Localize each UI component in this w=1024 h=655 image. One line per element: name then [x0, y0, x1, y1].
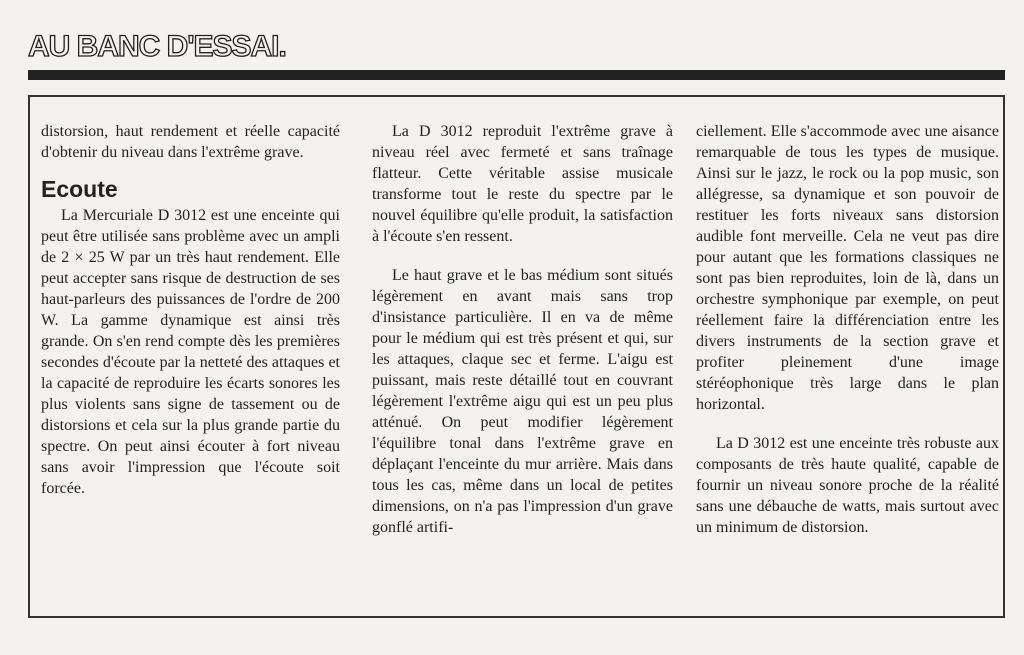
header-rule [28, 70, 1005, 80]
text-column-1 [41, 121, 340, 499]
text-column-3 [696, 121, 999, 538]
paragraph: La D 3012 reproduit l'extrême grave à niveau réel avec fermeté et sans traînage flatteur. Cette véritable assise musicale transforme tout le reste du spectre par le nouvel équilibre qu'elle produit, la satisfaction à l'écoute s'en ressent. [372, 123, 673, 245]
section-heading-ecoute: Ecoute [41, 176, 118, 202]
paragraph: La Mercuriale D 3012 est une enceinte qui peut être utilisée sans problème avec un ampli de 2 × 25 W par un très haut rendement. Elle peut accepter sans risque de destruction de ses haut-parleurs des puissances de l'ordre de 200 W. La gamme dynamique est ainsi très grande. On s'en rend compte dès les premières secondes d'écoute par la netteté des attaques et la capacité de reproduire les écarts sonores les plus violents sans signe de tassement ou de distorsions et cela sur la plus grande partie du spectre. On peut ainsi écouter à fort niveau sans avoir l'impression que l'écoute soit forcée. [41, 207, 340, 497]
paragraph: ciellement. Elle s'accommode avec une aisance remarquable de tous les types de musique. Ainsi sur le jazz, le rock ou la pop music, son allégresse, sa dynamique et son pouvoir de restituer les forts niveaux sans distorsion audible font merveille. Cela ne veut pas dire pour autant que les formations classiques ne sont pas bien reproduites, loin de là, dans un orchestre symphonique par exemple, on peut réellement faire la différenciation entre les divers instruments de la section grave et profiter pleinement d'une image stéréophonique très large dans le plan horizontal. [696, 123, 999, 413]
text-column-2 [372, 121, 673, 538]
section-header-title: AU BANC D'ESSAI. [28, 30, 286, 63]
paragraph: La D 3012 est une enceinte très robuste aux composants de très haute qualité, capable de fournir un niveau sonore proche de la réalité sans une débauche de watts, mais surtout avec un minimum de distorsion. [696, 435, 999, 536]
paragraph: distorsion, haut rendement et réelle capacité d'obtenir du niveau dans l'extrême grave. [41, 123, 340, 161]
article-frame [28, 95, 1005, 618]
paragraph: Le haut grave et le bas médium sont situés légèrement en avant mais sans trop d'insistance particulière. Il en va de même pour le médium qui est très présent et qui, sur les attaques, claque sec et ferme. L'aigu est puissant, mais reste détaillé tout en couvrant légèrement l'extrême aigu qui est un peu plus atténué. On peut modifier légèrement l'équilibre tonal dans l'extrême grave en déplaçant l'enceinte du mur arrière. Mais dans tous les cas, même dans un local de petites dimensions, on n'a pas l'impression d'un grave gonflé artifi- [372, 267, 673, 536]
